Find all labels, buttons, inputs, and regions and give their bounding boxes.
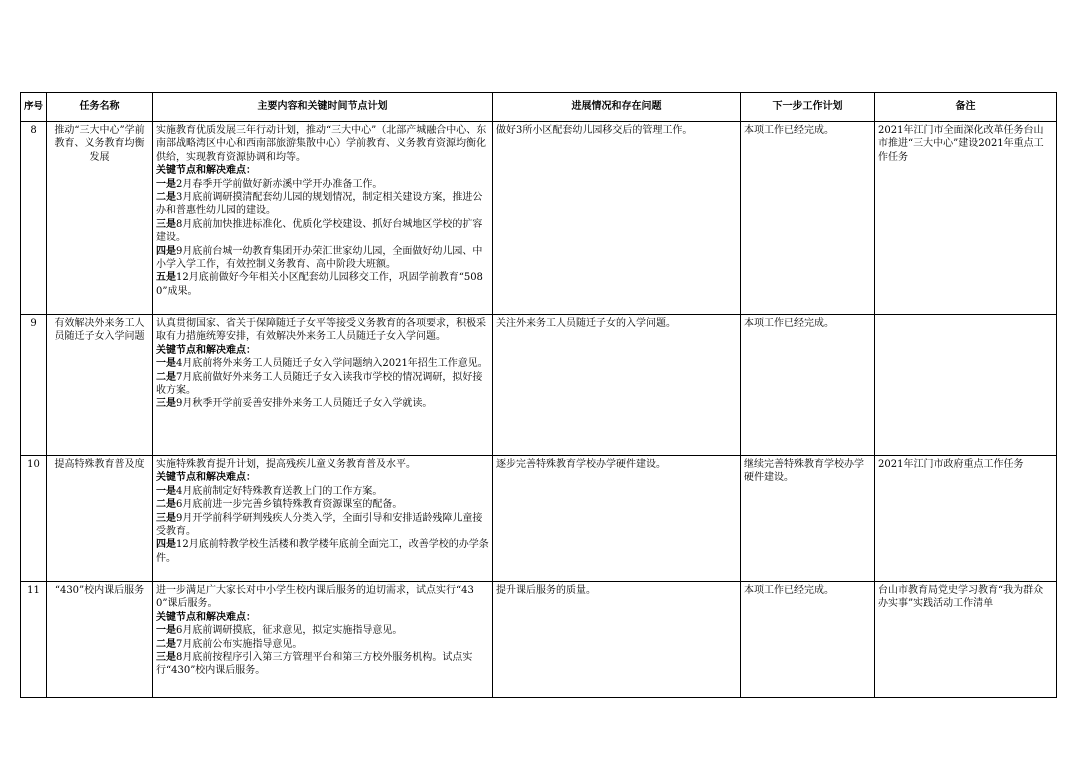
key-node-text: 4月底前制定好特殊教育送教上门的工作方案。	[176, 485, 383, 497]
key-node-lead: 三是	[156, 652, 176, 664]
task-name: 有效解决外来务工人员随迁子女入学问题	[47, 315, 153, 456]
key-node-item	[156, 371, 489, 398]
task-next-plan: 本项工作已经完成。	[741, 582, 875, 698]
key-node-item	[156, 651, 489, 678]
table-row	[21, 582, 1057, 698]
table-row	[21, 456, 1057, 582]
key-node-item	[156, 538, 489, 565]
key-node-lead: 二是	[156, 499, 176, 511]
task-progress: 提升课后服务的质量。	[493, 582, 741, 698]
key-nodes-label: 关键节点和解决难点：	[156, 611, 256, 623]
key-node-item	[156, 512, 489, 539]
task-next-plan: 本项工作已经完成。	[741, 315, 875, 456]
task-progress: 关注外来务工人员随迁子女的入学问题。	[493, 315, 741, 456]
key-node-item	[156, 485, 489, 498]
task-name: 提高特殊教育普及度	[47, 456, 153, 582]
task-content	[153, 456, 493, 582]
header-next: 下一步工作计划	[741, 93, 875, 122]
key-node-lead: 二是	[156, 638, 176, 650]
key-node-lead: 一是	[156, 358, 176, 370]
task-number: 8	[21, 122, 47, 315]
key-node-item	[156, 271, 489, 298]
table-row	[21, 315, 1057, 456]
key-node-text: 9月秋季开学前妥善安排外来务工人员随迁子女入学就读。	[176, 398, 433, 410]
task-remark	[875, 315, 1057, 456]
key-node-item	[156, 498, 489, 511]
task-remark: 2021年江门市全面深化改革任务台山市推进“三大中心”建设2021年重点工作任务	[875, 122, 1057, 315]
key-node-text: 4月底前将外来务工人员随迁子女入学问题纳入2021年招生工作意见。	[176, 358, 488, 370]
task-number: 10	[21, 456, 47, 582]
content-intro: 实施特殊教育提升计划，提高残疾儿童义务教育普及水平。	[156, 459, 416, 470]
task-name: 推动“三大中心”学前教育、义务教育均衡发展	[47, 122, 153, 315]
header-name: 任务名称	[47, 93, 153, 122]
content-intro: 认真贯彻国家、省关于保障随迁子女平等接受义务教育的各项要求，积极采取有力措施统筹安排，有效解决外来务工人员随迁子女入学问题。	[156, 318, 486, 343]
task-table	[20, 92, 1057, 698]
key-node-lead: 二是	[156, 371, 176, 383]
task-name: “430”校内课后服务	[47, 582, 153, 698]
task-content	[153, 582, 493, 698]
key-node-text: 3月底前调研摸清配套幼儿园的规划情况，制定相关建设方案，推进公办和普惠性幼儿园的建设。	[156, 192, 483, 217]
key-node-lead: 一是	[156, 178, 176, 190]
task-number: 11	[21, 582, 47, 698]
key-node-lead: 四是	[156, 245, 176, 257]
key-node-text: 6月底前调研摸底，征求意见，拟定实施指导意见。	[176, 625, 403, 637]
key-node-text: 7月底前公布实施指导意见。	[176, 638, 303, 650]
task-remark: 台山市教育局党史学习教育“我为群众办实事”实践活动工作清单	[875, 582, 1057, 698]
key-node-text: 12月底前做好今年相关小区配套幼儿园移交工作，巩固学前教育“5080”成果。	[156, 272, 483, 297]
task-content	[153, 315, 493, 456]
table-row	[21, 122, 1057, 315]
key-node-item	[156, 638, 489, 651]
key-node-item	[156, 357, 489, 370]
key-node-item	[156, 245, 489, 272]
task-next-plan: 继续完善特殊教育学校办学硬件建设。	[741, 456, 875, 582]
key-node-item	[156, 218, 489, 245]
key-node-lead: 三是	[156, 398, 176, 410]
key-node-item	[156, 178, 489, 191]
header-remark: 备注	[875, 93, 1057, 122]
key-node-lead: 一是	[156, 485, 176, 497]
task-content	[153, 122, 493, 315]
key-node-lead: 三是	[156, 218, 176, 230]
content-intro: 进一步满足广大家长对中小学生校内课后服务的迫切需求，试点实行“430”课后服务。	[156, 585, 474, 610]
key-node-text: 12月底前特教学校生活楼和教学楼年底前全面完工，改善学校的办学条件。	[156, 539, 489, 564]
task-progress: 做好3所小区配套幼儿园移交后的管理工作。	[493, 122, 741, 315]
key-node-text: 9月开学前科学研判残疾人分类入学，全面引导和安排适龄残障儿童接受教育。	[156, 512, 483, 538]
header-num: 序号	[21, 93, 47, 122]
header-content: 主要内容和关键时间节点计划	[153, 93, 493, 122]
key-node-item	[156, 397, 489, 410]
key-nodes-label: 关键节点和解决难点：	[156, 344, 256, 356]
task-next-plan: 本项工作已经完成。	[741, 122, 875, 315]
key-node-text: 7月底前做好外来务工人员随迁子女入读我市学校的情况调研，拟好接收方案。	[156, 371, 483, 397]
key-nodes-label: 关键节点和解决难点：	[156, 165, 256, 177]
header-progress: 进展情况和存在问题	[493, 93, 741, 122]
key-node-text: 8月底前按程序引入第三方管理平台和第三方校外服务机构。试点实行“430”校内课后服务。	[156, 652, 473, 677]
key-node-text: 8月底前加快推进标准化、优质化学校建设、抓好台城地区学校的扩容建设。	[156, 218, 483, 244]
key-nodes-label: 关键节点和解决难点：	[156, 472, 256, 484]
key-node-item	[156, 191, 489, 218]
task-number: 9	[21, 315, 47, 456]
key-node-lead: 一是	[156, 625, 176, 637]
key-node-item	[156, 624, 489, 637]
key-node-lead: 四是	[156, 539, 176, 551]
task-progress: 逐步完善特殊教育学校办学硬件建设。	[493, 456, 741, 582]
key-node-lead: 五是	[156, 272, 176, 284]
key-node-text: 2月春季开学前做好新赤溪中学开办准备工作。	[176, 178, 383, 190]
key-node-text: 6月底前进一步完善乡镇特殊教育资源课室的配备。	[176, 499, 403, 511]
task-remark: 2021年江门市政府重点工作任务	[875, 456, 1057, 582]
key-node-lead: 三是	[156, 512, 176, 524]
key-node-lead: 二是	[156, 192, 176, 204]
key-node-text: 9月底前台城一幼教育集团开办荣汇世家幼儿园，全面做好幼儿园、中小学入学工作，有效控制义务教育、高中阶段大班额。	[156, 245, 483, 271]
content-intro: 实施教育优质发展三年行动计划，推动“三大中心”（北部产城融合中心、东南部战略湾区中心和西南部旅游集散中心）学前教育、义务教育资源均衡化供给，实现教育资源协调和均等。	[156, 125, 487, 163]
table-header-row	[21, 93, 1057, 122]
